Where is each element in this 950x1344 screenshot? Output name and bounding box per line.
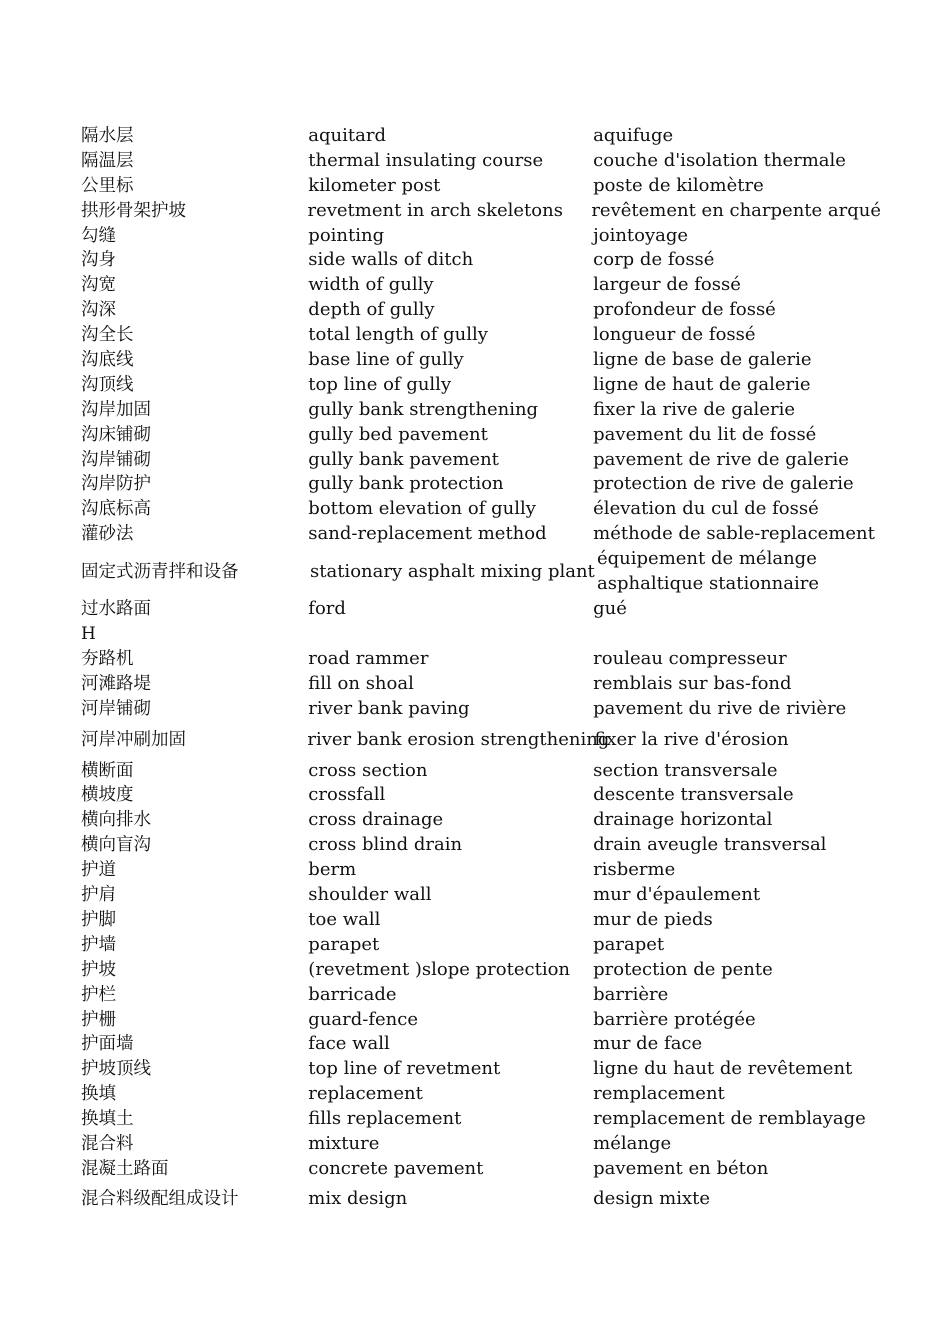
french-term: méthode de sable-replacement <box>593 523 875 545</box>
french-term: remplacement de remblayage <box>593 1108 866 1130</box>
table-row <box>81 833 881 858</box>
table-row <box>81 1032 881 1057</box>
chinese-term: 护脚 <box>81 909 116 930</box>
french-term: protection de rive de galerie <box>593 473 854 495</box>
table-row <box>81 547 881 597</box>
english-term: kilometer post <box>308 174 441 196</box>
table-row <box>81 647 881 672</box>
french-term: mélange <box>593 1132 672 1154</box>
english-term: base line of gully <box>308 349 464 371</box>
english-term: shoulder wall <box>308 884 432 906</box>
english-term: bottom elevation of gully <box>308 498 536 520</box>
french-term: risberme <box>593 859 676 881</box>
english-term: sand-replacement method <box>308 523 547 545</box>
french-term: jointoyage <box>593 224 689 246</box>
table-row <box>81 858 881 883</box>
table-row <box>81 199 881 224</box>
table-row <box>81 224 881 249</box>
french-term: remblais sur bas-fond <box>593 672 792 694</box>
english-term: pointing <box>308 224 385 246</box>
table-row <box>81 124 881 149</box>
table-row <box>81 1132 881 1157</box>
french-term: parapet <box>593 933 665 955</box>
english-term: cross section <box>308 759 428 781</box>
table-row <box>81 1182 881 1212</box>
table-row <box>81 983 881 1008</box>
table-row <box>81 697 881 722</box>
chinese-term: 河岸冲刷加固 <box>81 729 186 750</box>
chinese-term: 横坡度 <box>81 785 134 806</box>
english-term: gully bed pavement <box>308 423 488 445</box>
table-row <box>81 958 881 983</box>
english-term: depth of gully <box>308 299 435 321</box>
chinese-term: 沟底线 <box>81 350 134 371</box>
french-term: descente transversale <box>593 784 794 806</box>
english-term: cross drainage <box>308 809 444 831</box>
french-term: fixer la rive d'érosion <box>594 728 789 750</box>
table-row <box>81 1008 881 1033</box>
english-term: stationary asphalt mixing plant <box>310 560 595 582</box>
english-term: mix design <box>308 1187 408 1209</box>
table-row <box>81 522 881 547</box>
table-row <box>81 273 881 298</box>
chinese-term: 固定式沥青拌和设备 <box>81 561 239 582</box>
chinese-term: 河滩路堤 <box>81 673 151 694</box>
english-term: toe wall <box>308 908 381 930</box>
english-term: crossfall <box>308 784 386 806</box>
english-term: top line of gully <box>308 373 452 395</box>
french-term: poste de kilomètre <box>593 174 764 196</box>
table-row <box>81 348 881 373</box>
english-term: river bank erosion strengthening <box>307 728 610 750</box>
chinese-term: 护坡顶线 <box>81 1059 151 1080</box>
french-term: protection de pente <box>593 958 773 980</box>
french-term: drainage horizontal <box>593 809 773 831</box>
english-term: mixture <box>308 1132 380 1154</box>
table-row <box>81 1082 881 1107</box>
section-letter: H <box>81 624 96 645</box>
glossary-table <box>81 124 881 1212</box>
french-term: revêtement en charpente arqué <box>591 199 881 221</box>
english-term: road rammer <box>308 647 429 669</box>
chinese-term: 过水路面 <box>81 599 151 620</box>
english-term: berm <box>308 859 357 881</box>
french-term: couche d'isolation thermale <box>593 149 846 171</box>
french-term: remplacement <box>593 1083 725 1105</box>
english-term: guard-fence <box>308 1008 418 1030</box>
french-term: ligne de haut de galerie <box>593 373 811 395</box>
english-term: barricade <box>308 983 397 1005</box>
french-term: longueur de fossé <box>593 324 756 346</box>
french-term: section transversale <box>593 759 778 781</box>
french-term: pavement du lit de fossé <box>593 423 817 445</box>
chinese-term: 护面墙 <box>81 1034 134 1055</box>
table-row <box>81 722 881 759</box>
french-term: profondeur de fossé <box>593 299 776 321</box>
chinese-term: 沟全长 <box>81 325 134 346</box>
french-term: ligne du haut de revêtement <box>593 1058 853 1080</box>
chinese-term: 沟岸铺砌 <box>81 449 151 470</box>
french-term: gué <box>593 598 627 620</box>
english-term: cross blind drain <box>308 834 463 856</box>
table-row <box>81 883 881 908</box>
french-term: fixer la rive de galerie <box>593 398 795 420</box>
chinese-term: 沟深 <box>81 300 116 321</box>
english-term: fill on shoal <box>308 672 414 694</box>
french-term: mur de pieds <box>593 908 713 930</box>
english-term: face wall <box>308 1033 390 1055</box>
table-row <box>81 149 881 174</box>
french-term: rouleau compresseur <box>593 647 787 669</box>
chinese-term: 拱形骨架护坡 <box>81 200 186 221</box>
english-term: gully bank pavement <box>308 448 499 470</box>
chinese-term: 夯路机 <box>81 648 134 669</box>
chinese-term: 沟床铺砌 <box>81 424 151 445</box>
english-term: aquitard <box>308 125 386 146</box>
chinese-term: 沟身 <box>81 250 116 271</box>
french-term: barrière protégée <box>593 1008 756 1030</box>
english-term: parapet <box>308 933 380 955</box>
chinese-term: 护栅 <box>81 1009 116 1030</box>
table-row <box>81 398 881 423</box>
table-row <box>81 373 881 398</box>
french-term: mur d'épaulement <box>593 884 761 906</box>
english-term: top line of revetment <box>308 1058 501 1080</box>
english-term: ford <box>308 598 346 620</box>
chinese-term: 灌砂法 <box>81 524 134 545</box>
chinese-term: 沟宽 <box>81 275 116 296</box>
table-row <box>81 1157 881 1182</box>
table-row <box>81 323 881 348</box>
english-term: gully bank protection <box>308 473 504 495</box>
chinese-term: 沟岸加固 <box>81 399 151 420</box>
chinese-term: 沟底标高 <box>81 499 151 520</box>
table-row <box>81 597 881 622</box>
chinese-term: 隔水层 <box>81 126 134 146</box>
english-term: concrete pavement <box>308 1157 484 1179</box>
table-row <box>81 497 881 522</box>
chinese-term: 护肩 <box>81 885 116 906</box>
chinese-term: 混凝土路面 <box>81 1158 169 1179</box>
table-row <box>81 672 881 697</box>
table-row <box>81 1107 881 1132</box>
table-row <box>81 1057 881 1082</box>
table-row <box>81 908 881 933</box>
english-term: revetment in arch skeletons <box>307 199 563 221</box>
english-term: side walls of ditch <box>308 249 474 271</box>
english-term: width of gully <box>308 274 434 296</box>
chinese-term: 河岸铺砌 <box>81 698 151 719</box>
chinese-term: 护墙 <box>81 934 116 955</box>
french-term: largeur de fossé <box>593 274 741 296</box>
french-term: élevation du cul de fossé <box>593 498 819 520</box>
english-term: thermal insulating course <box>308 149 544 171</box>
chinese-term: 沟岸防护 <box>81 474 151 495</box>
french-term: pavement en béton <box>593 1157 769 1179</box>
french-term: barrière <box>593 983 669 1005</box>
chinese-term: 护栏 <box>81 984 116 1005</box>
english-term: replacement <box>308 1083 423 1105</box>
french-term: aquifuge <box>593 125 674 146</box>
english-term: river bank paving <box>308 697 470 719</box>
table-row <box>81 808 881 833</box>
chinese-term: 横断面 <box>81 760 134 781</box>
chinese-term: 换填 <box>81 1084 116 1105</box>
chinese-term: 混合料 <box>81 1133 134 1154</box>
chinese-term: 横向盲沟 <box>81 835 151 856</box>
english-term: (revetment )slope protection <box>308 958 570 980</box>
table-row <box>81 448 881 473</box>
section-letter-row <box>81 622 881 647</box>
chinese-term: 隔温层 <box>81 150 134 171</box>
table-row <box>81 783 881 808</box>
table-row <box>81 933 881 958</box>
table-row <box>81 423 881 448</box>
table-row <box>81 759 881 784</box>
chinese-term: 沟顶线 <box>81 374 134 395</box>
french-term: design mixte <box>593 1187 711 1209</box>
french-term: ligne de base de galerie <box>593 349 812 371</box>
chinese-term: 换填土 <box>81 1109 134 1130</box>
chinese-term: 横向排水 <box>81 810 151 831</box>
chinese-term: 护道 <box>81 860 116 881</box>
chinese-term: 混合料级配组成设计 <box>81 1188 239 1209</box>
french-term: drain aveugle transversal <box>593 834 827 856</box>
chinese-term: 勾缝 <box>81 225 116 246</box>
table-row <box>81 174 881 199</box>
french-term: équipement de mélange asphaltique stationnaire <box>597 548 820 595</box>
english-term: gully bank strengthening <box>308 398 539 420</box>
table-row <box>81 248 881 273</box>
french-term: pavement de rive de galerie <box>593 448 849 470</box>
chinese-term: 公里标 <box>81 175 134 196</box>
english-term: total length of gully <box>308 324 488 346</box>
table-row <box>81 472 881 497</box>
french-term: mur de face <box>593 1033 703 1055</box>
chinese-term: 护坡 <box>81 959 116 980</box>
french-term: pavement du rive de rivière <box>593 697 847 719</box>
table-row <box>81 298 881 323</box>
french-term: corp de fossé <box>593 249 715 271</box>
english-term: fills replacement <box>308 1108 462 1130</box>
